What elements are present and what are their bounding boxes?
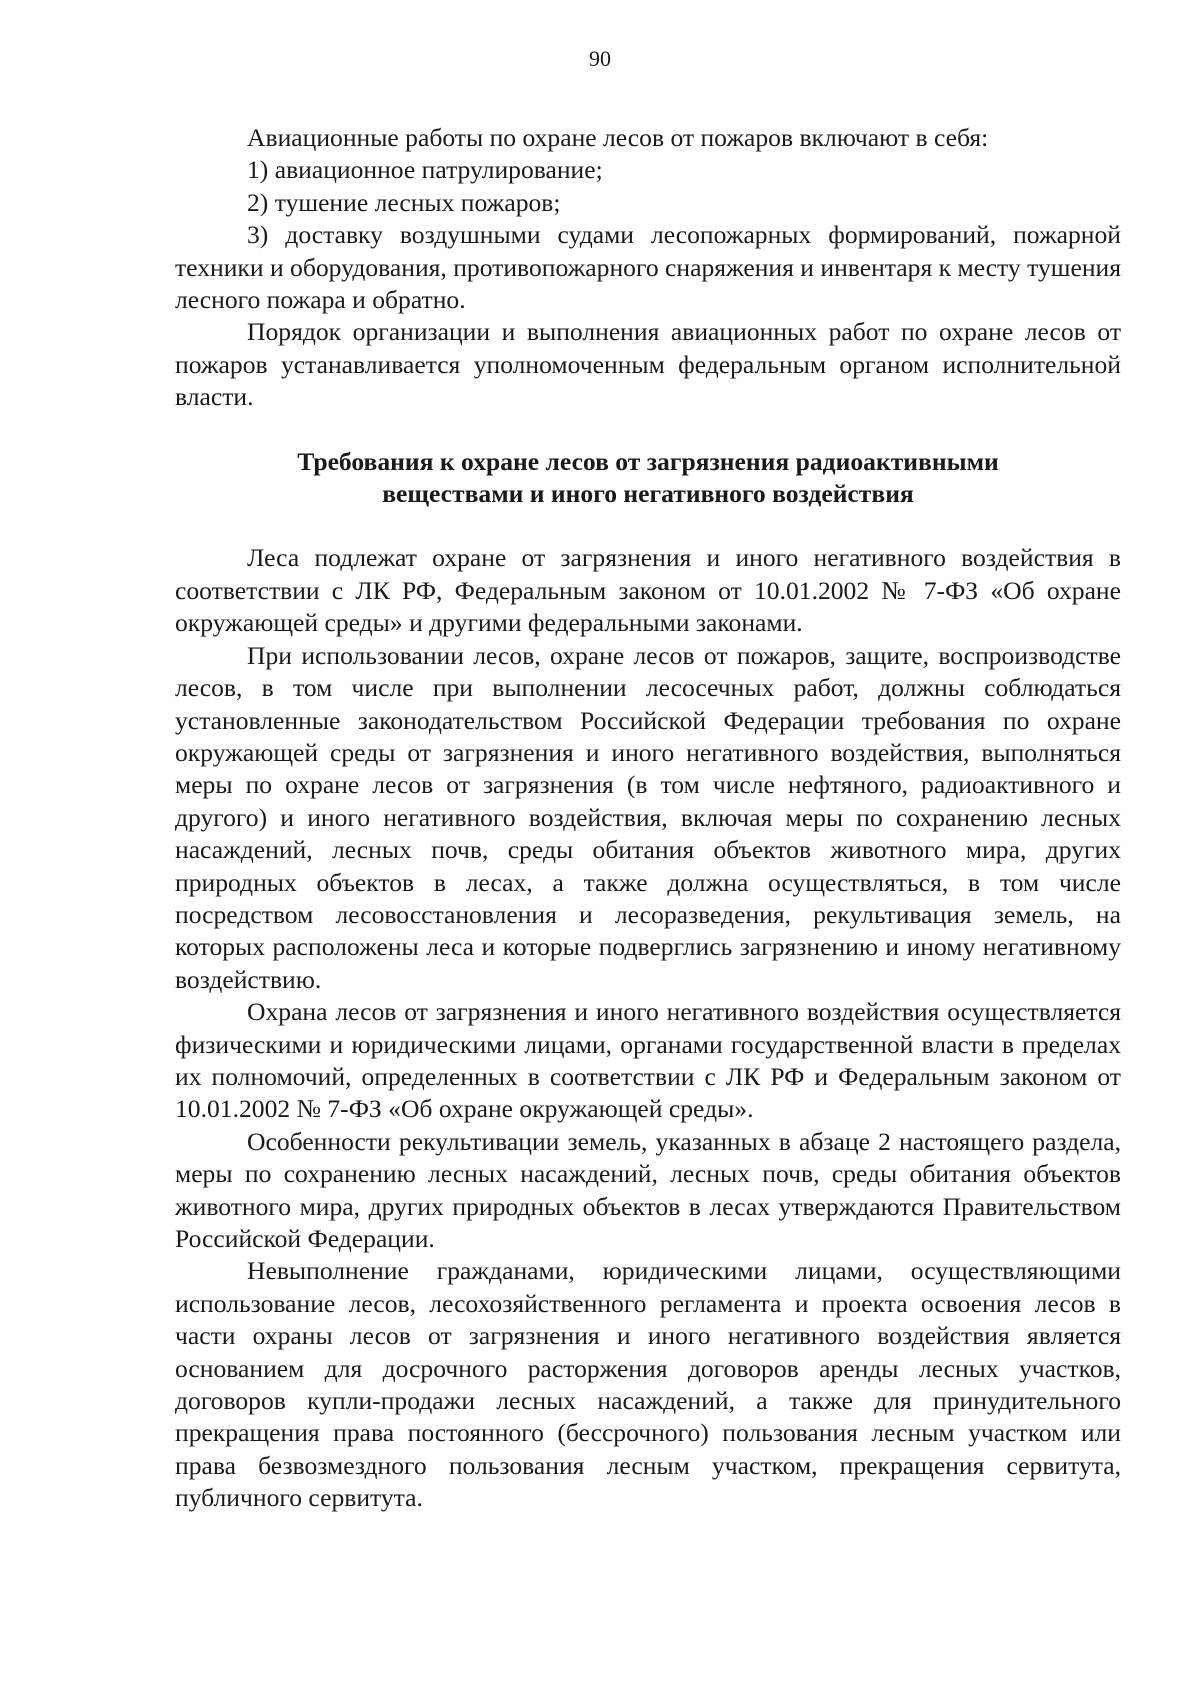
list-item-delivery: 3) доставку воздушными судами лесопожарных формирований, пожарной техники и оборудования, противопожарного снаряжения и инвентаря к месту тушения лесного пожара и обратно. [175,220,1121,315]
section-heading-line-2: веществами и иного негативного воздействия [382,479,914,509]
list-item-firefighting: 2) тушение лесных пожаров; [247,187,561,217]
aviation-order-paragraph: Порядок организации и выполнения авиационных работ по охране лесов от пожаров устанавливается уполномоченным федеральным органом исполнительной власти. [175,317,1121,412]
body-paragraph: Охрана лесов от загрязнения и иного негативного воздействия осуществляется физическими и юридическими лицами, органами государственной власти в пределах их полномочий, определенных в соответствии с ЛК РФ и Федеральным законом от 10.01.2002 № 7-ФЗ «Об охране окружающей среды». [175,997,1121,1124]
body-paragraph: При использовании лесов, охране лесов от пожаров, защите, воспроизводстве лесов, в том числе при выполнении лесосечных работ, должны соблюдаться установленные законодательством Российской Федерации требования по охране окружающей среды от загрязнения и иного негативного воздействия, выполняться меры по охране лесов от загрязнения (в том числе нефтяного, радиоактивного и другого) и иного негативного воздействия, включая меры по сохранению лесных насаждений, лесных почв, среды обитания объектов животного мира, других природных объектов в лесах, а также должна осуществляться, в том числе посредством лесовосстановления и лесоразведения, рекультивация земель, на которых расположены леса и которые подверглись загрязнению и иному негативному воздействию. [175,640,1121,994]
aviation-intro-paragraph: Авиационные работы по охране лесов от пожаров включают в себя: [247,123,989,152]
list-item-patrol: 1) авиационное патрулирование; [247,155,603,185]
body-paragraph: Леса подлежат охране от загрязнения и иного негативного воздействия в соответствии с ЛК РФ, Федеральным законом от 10.01.2002 № 7-ФЗ «Об охране окружающей среды» и другими федеральными законами. [175,543,1121,638]
page-number: 90 [589,46,611,71]
body-paragraph: Особенности рекультивации земель, указанных в абзаце 2 настоящего раздела, меры по сохранению лесных насаждений, лесных почв, среды обитания объектов животного мира, других природных объектов в лесах утверждаются Правительством Российской Федерации. [175,1126,1121,1253]
section-heading-line-1: Требования к охране лесов от загрязнения радиоактивными [297,446,999,476]
body-paragraph: Невыполнение гражданами, юридическими лицами, осуществляющими использование лесов, лесохозяйственного регламента и проекта освоения лесов в части охраны лесов от загрязнения и иного негативного воздействия является основанием для досрочного расторжения договоров аренды лесных участков, договоров купли-продажи лесных насаждений, а также для принудительного прекращения права постоянного (бессрочного) пользования лесным участком или права безвозмездного пользования лесным участком, прекращения сервитута, публичного сервитута. [175,1256,1121,1513]
page-content [175,122,1121,1515]
section-heading [175,446,1121,511]
